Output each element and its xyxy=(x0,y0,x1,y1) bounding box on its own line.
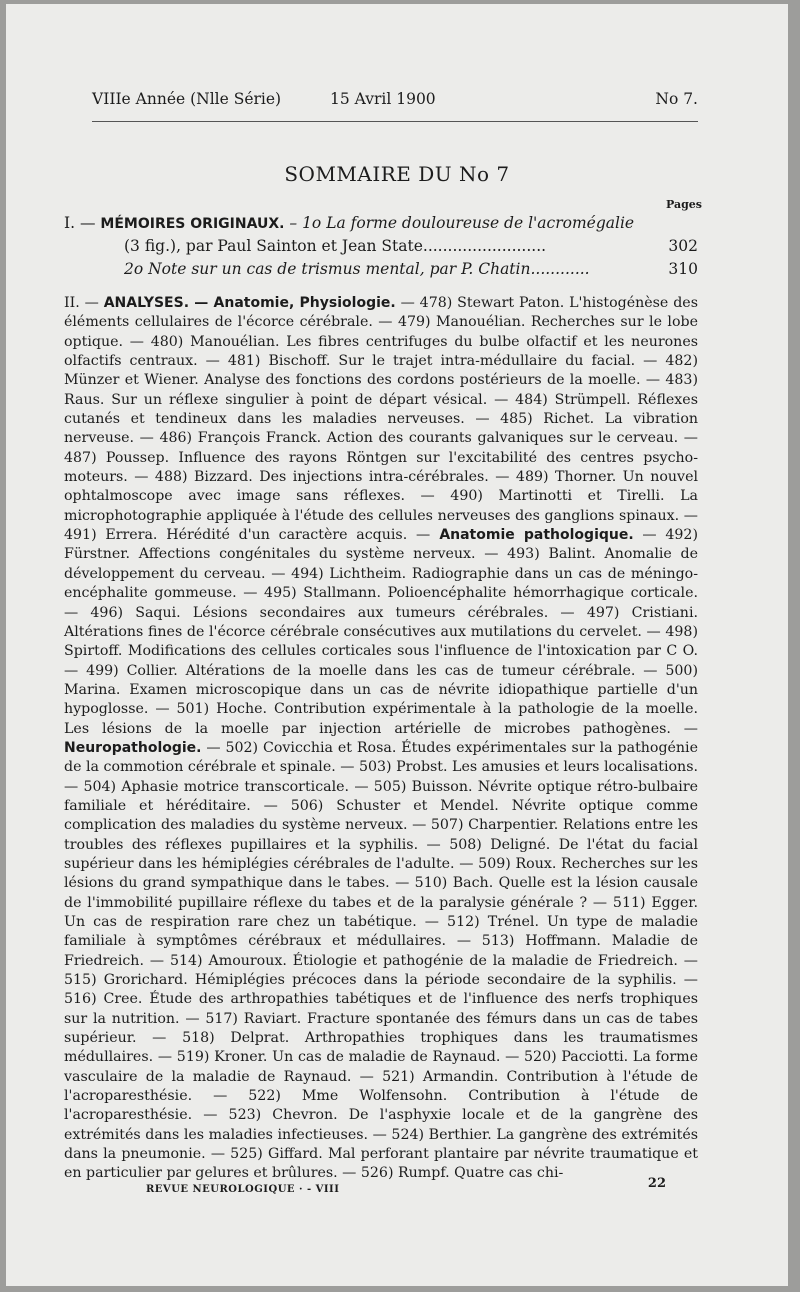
document-page xyxy=(6,4,788,1286)
section-number: I. — xyxy=(64,214,96,232)
section-heading: ANALYSES. xyxy=(103,295,190,311)
running-header xyxy=(92,90,698,114)
analyses-section xyxy=(64,294,698,1184)
page-number: 22 xyxy=(647,1176,666,1191)
toc-entry-title: – 1o La forme douloureuse de l'acromégalie xyxy=(289,214,635,232)
toc-section-1 xyxy=(64,212,698,235)
journal-footer: REVUE NEUROLOGIQUE · - VIII xyxy=(146,1184,340,1195)
issue-date: 15 Avril 1900 xyxy=(330,90,436,108)
header-rule xyxy=(92,121,698,122)
toc-entry xyxy=(64,258,698,281)
subsection-heading: Neuropathologie. xyxy=(64,739,202,756)
toc-entry xyxy=(64,235,698,258)
page-title: SOMMAIRE DU No 7 xyxy=(284,162,510,186)
toc-page-number: 310 xyxy=(668,260,698,278)
toc-entry-title: 2o Note sur un cas de trismus mental, par P. Chatin............ xyxy=(124,260,590,278)
analyses-text: — 492) Fürstner. Affections congénitales du système nerveux. — 493) Balint. Anomalie de développement du cerveau. — 494) Lichtheim. Radiographie dans un cas de méningo-encéphalite gommeuse. — 495) Stallmann. Polioencéphalite hémorrhagique corticale. — 496) Saqui. Lésions secondaires aux tumeurs cérébrales. — 497) Cristiani. Altérations fines de l'écorce cérébrale consécutives aux mutilations du cervelet. — 498) Spirtoff. Modifications des cellules corticales sous l'influence de l'intoxication par C O. — 499) Collier. Altérations de la moelle dans les cas de tumeur cérébrale. — 500) Marina. Examen microscopique dans un cas de névrite idiopathique partielle d'un hypoglosse. — 501) Hoche. Contribution expérimentale à la pathologie de la moelle. Les lésions de la moelle par injection artérielle de microbes pathogènes. — xyxy=(64,527,698,737)
analyses-text: — 478) Stewart Paton. L'histogénèse des éléments cellulaires de l'écorce cérébrale. — 479) Manouélian. Recherches sur le lobe optique. — 480) Manouélian. Les fibres centrifuges du bulbe olfactif et les neurones olfactifs centraux. — 481) Bischoff. Sur le trajet intra-médullaire du facial. — 482) Münzer et Wiener. Analyse des fonctions des cordons postérieurs de la moelle. — 483) Raus. Sur un réflexe singulier à point de départ vésical. — 484) Strümpell. Réflexes cutanés et tendineux dans les maladies nerveuses. — 485) Richet. La vibration nerveuse. — 486) François Franck. Action des courants galvaniques sur le cerveau. — 487) Poussep. Influence des rayons Röntgen sur l'excitabilité des centres psycho-moteurs. — 488) Bizzard. Des injections intra-cérébrales. — 489) Thorner. Un nouvel ophtalmoscope avec image sans réflexes. — 490) Martinotti et Tirelli. La microphotographie appliquée à l'étude des cellules nerveuses des ganglions spinaux. — 491) Errera. Hérédité d'un caractère acquis. — xyxy=(64,295,698,544)
volume-info: VIIIe Année (Nlle Série) xyxy=(92,90,282,108)
section-heading: MÉMOIRES ORIGINAUX. xyxy=(100,216,285,232)
toc-entry-authors: (3 fig.), par Paul Sainton et Jean State......................... xyxy=(124,237,547,255)
table-of-contents xyxy=(64,212,698,281)
toc-page-number: 302 xyxy=(668,237,698,255)
section-number: II. — xyxy=(64,295,104,311)
pages-column-label: Pages xyxy=(666,198,702,211)
subsection-heading: Anatomie pathologique. xyxy=(430,527,634,544)
analyses-text: — 502) Covicchia et Rosa. Études expérimentales sur la pathogénie de la commotion cérébrale et spinale. — 503) Probst. Les amusies et leurs localisations. — 504) Aphasie motrice transcorticale. — 505) Buisson. Névrite optique rétro-bulbaire familiale et héréditaire. — 506) Schuster et Mendel. Névrite optique comme complication des maladies du système nerveux. — 507) Charpentier. Relations entre les troubles des réflexes pupillaires et la syphilis. — 508) Deligné. De l'état du facial supérieur dans les hémiplégies cérébrales de l'adulte. — 509) Roux. Recherches sur les lésions du grand sympathique dans le tabes. — 510) Bach. Quelle est la lésion causale de l'immobilité pupillaire réflexe du tabes et de la paralysie générale ? — 511) Egger. Un cas de respiration rare chez un tabétique. — 512) Trénel. Un type de maladie familiale à symptômes cérébraux et médullaires. — 513) Hoffmann. Maladie de Friedreich. — 514) Amouroux. Étiologie et pathogénie de la maladie de Friedreich. — 515) Grorichard. Hémiplégies précoces dans la période secondaire de la syphilis. — 516) Cree. Étude des arthropathies tabétiques et de l'influence des nerfs trophiques sur la nutrition. — 517) Raviart. Fracture spontanée des fémurs dans un cas de tabes supérieur. — 518) Delprat. Arthropathies trophiques dans les traumatismes médullaires. — 519) Kroner. Un cas de maladie de Raynaud. — 520) Pacciotti. La forme vasculaire de la maladie de Raynaud. — 521) Armandin. Contribution à l'étude de l'acroparesthésie. — 522) Mme Wolfensohn. Contribution à l'étude de l'acroparesthésie. — 523) Chevron. De l'asphyxie locale et de la gangrène des extrémités dans les maladies infectieuses. — 524) Berthier. La gangrène des extrémités dans la pneumonie. — 525) Giffard. Mal perforant plantaire par névrite traumatique et en particulier par gelures et brûlures. — 526) Rumpf. Quatre cas chi- xyxy=(64,739,698,1182)
issue-number: No 7. xyxy=(655,90,698,108)
subsection-heading: — Anatomie, Physiologie. xyxy=(189,295,396,311)
